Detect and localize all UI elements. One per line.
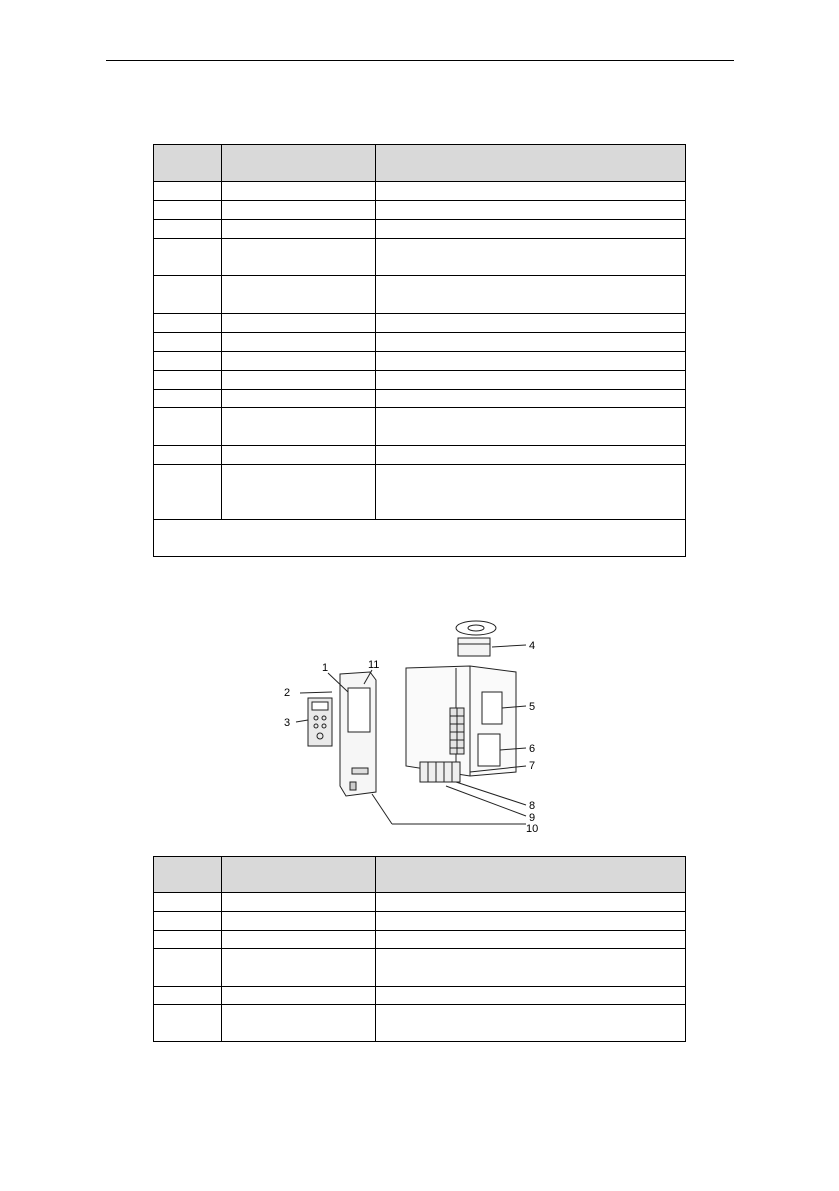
table-cell	[154, 893, 222, 912]
table-cell	[222, 352, 376, 371]
table-cell	[222, 987, 376, 1005]
table-cell	[154, 201, 222, 220]
table-cell	[222, 465, 376, 520]
table-cell	[154, 987, 222, 1005]
callout-4: 4	[529, 640, 536, 652]
table-cell	[376, 408, 686, 446]
table-cell	[376, 949, 686, 987]
table-cell	[376, 201, 686, 220]
table-cell	[222, 912, 376, 931]
table-cell	[222, 390, 376, 408]
callout-2: 2	[284, 687, 291, 699]
table-cell	[154, 390, 222, 408]
table-cell	[376, 371, 686, 390]
table-row	[154, 987, 686, 1005]
table-cell	[376, 182, 686, 201]
table-row	[154, 239, 686, 276]
table-cell	[376, 446, 686, 465]
table-row	[154, 182, 686, 201]
callout-3: 3	[284, 717, 291, 729]
table-header-row	[154, 857, 686, 893]
callout-6: 6	[529, 743, 536, 755]
table-cell	[222, 931, 376, 949]
table-cell	[154, 220, 222, 239]
table-cell	[376, 893, 686, 912]
table-cell	[154, 446, 222, 465]
callout-11: 11	[368, 659, 380, 671]
table-cell	[222, 220, 376, 239]
table-row	[154, 352, 686, 371]
table-cell	[222, 893, 376, 912]
header-rule	[106, 60, 734, 61]
components-table-1	[153, 144, 686, 557]
components-table-2	[153, 856, 686, 1042]
callout-8: 8	[529, 800, 536, 812]
table-cell	[376, 314, 686, 333]
table-row	[154, 390, 686, 408]
table-cell	[376, 931, 686, 949]
table-row	[154, 1005, 686, 1042]
table-cell	[376, 352, 686, 371]
table-cell	[376, 333, 686, 352]
table-cell	[154, 333, 222, 352]
header-cell	[154, 145, 222, 182]
table-cell	[376, 465, 686, 520]
table-cell	[376, 276, 686, 314]
table-row	[154, 333, 686, 352]
table-cell	[154, 276, 222, 314]
table-cell	[154, 949, 222, 987]
table-cell	[222, 371, 376, 390]
table-cell	[222, 1005, 376, 1042]
callout-9: 9	[529, 812, 536, 824]
callout-5: 5	[529, 701, 536, 713]
table-note-row	[154, 520, 686, 557]
table-cell	[376, 987, 686, 1005]
table-cell	[222, 949, 376, 987]
header-cell	[376, 145, 686, 182]
table-cell	[154, 931, 222, 949]
table-cell	[376, 390, 686, 408]
table-header-row	[154, 145, 686, 182]
exploded-view-figure	[270, 616, 560, 842]
bottom-terminals	[420, 762, 460, 782]
table-row	[154, 201, 686, 220]
table-note	[154, 520, 686, 557]
table-cell	[154, 371, 222, 390]
label-6	[478, 734, 500, 766]
table-cell	[154, 182, 222, 201]
table-cell	[376, 220, 686, 239]
table-row	[154, 465, 686, 520]
callout-7: 7	[529, 760, 536, 772]
table-cell	[154, 408, 222, 446]
table-cell	[154, 352, 222, 371]
table-cell	[154, 465, 222, 520]
table-cell	[222, 314, 376, 333]
table-cell	[222, 333, 376, 352]
header-cell	[222, 145, 376, 182]
table-cell	[222, 408, 376, 446]
callout-1: 1	[322, 662, 329, 674]
table-cell	[154, 912, 222, 931]
table-cell	[154, 239, 222, 276]
fan-blades	[456, 621, 496, 635]
table-cell	[222, 201, 376, 220]
header-cell	[222, 857, 376, 893]
callout-10: 10	[526, 823, 539, 835]
table-row	[154, 446, 686, 465]
table-cell	[376, 239, 686, 276]
header-cell	[154, 857, 222, 893]
table-cell	[376, 1005, 686, 1042]
terminal-grid	[450, 708, 464, 754]
table-row	[154, 276, 686, 314]
table-row	[154, 912, 686, 931]
table-cell	[222, 446, 376, 465]
table-cell	[154, 314, 222, 333]
table-row	[154, 893, 686, 912]
table-row	[154, 220, 686, 239]
header-cell	[376, 857, 686, 893]
table-row	[154, 408, 686, 446]
table-cell	[222, 182, 376, 201]
nameplate-5	[482, 692, 502, 724]
table-cell	[222, 276, 376, 314]
table-cell	[154, 1005, 222, 1042]
table-row	[154, 371, 686, 390]
table-cell	[376, 912, 686, 931]
table-row	[154, 931, 686, 949]
table-cell	[222, 239, 376, 276]
table-row	[154, 949, 686, 987]
fan-unit	[458, 638, 490, 656]
table-row	[154, 314, 686, 333]
